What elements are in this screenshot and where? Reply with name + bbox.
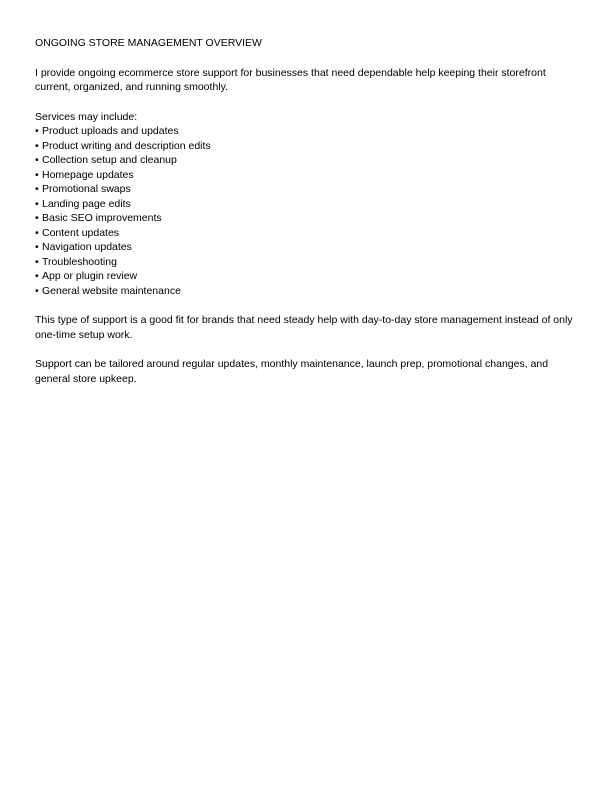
list-item: • Collection setup and cleanup <box>35 154 177 166</box>
bullet-icon: • <box>35 241 39 253</box>
list-item: • Promotional swaps <box>35 183 131 195</box>
list-item: • App or plugin review <box>35 270 138 282</box>
bullet-icon: • <box>35 154 39 166</box>
bullet-icon: • <box>35 270 39 282</box>
fit-paragraph: This type of support is a good fit for brands that need steady help with day-to-day store management instead of only one-time setup work. <box>35 314 573 341</box>
bullet-icon: • <box>35 183 39 195</box>
bullet-icon: • <box>35 125 39 137</box>
bullet-icon: • <box>35 255 39 268</box>
list-item: • Content updates <box>35 226 120 239</box>
list-item: • Navigation updates <box>35 241 132 253</box>
bullet-icon: • <box>35 226 39 239</box>
document-title: ONGOING STORE MANAGEMENT OVERVIEW <box>35 37 262 49</box>
bullet-icon: • <box>35 168 39 181</box>
services-list <box>35 124 580 298</box>
bullet-icon: • <box>35 284 39 297</box>
list-item: • Homepage updates <box>35 168 134 181</box>
bullet-icon: • <box>35 139 39 152</box>
list-item: • Landing page edits <box>35 197 131 210</box>
intro-paragraph: I provide ongoing ecommerce store support for businesses that need dependable help keeping their storefront current, organized, and running smoothly. <box>35 66 546 93</box>
list-item: • Basic SEO improvements <box>35 212 162 224</box>
services-intro: Services may include: <box>35 110 138 123</box>
tailored-paragraph: Support can be tailored around regular updates, monthly maintenance, launch prep, promotional changes, and general store upkeep. <box>35 358 549 385</box>
document-page <box>35 36 580 401</box>
list-item: • Product writing and description edits <box>35 139 211 152</box>
list-item: • Product uploads and updates <box>35 125 179 137</box>
list-item: • General website maintenance <box>35 284 181 297</box>
list-item: • Troubleshooting <box>35 255 117 268</box>
bullet-icon: • <box>35 197 39 210</box>
bullet-icon: • <box>35 212 39 224</box>
